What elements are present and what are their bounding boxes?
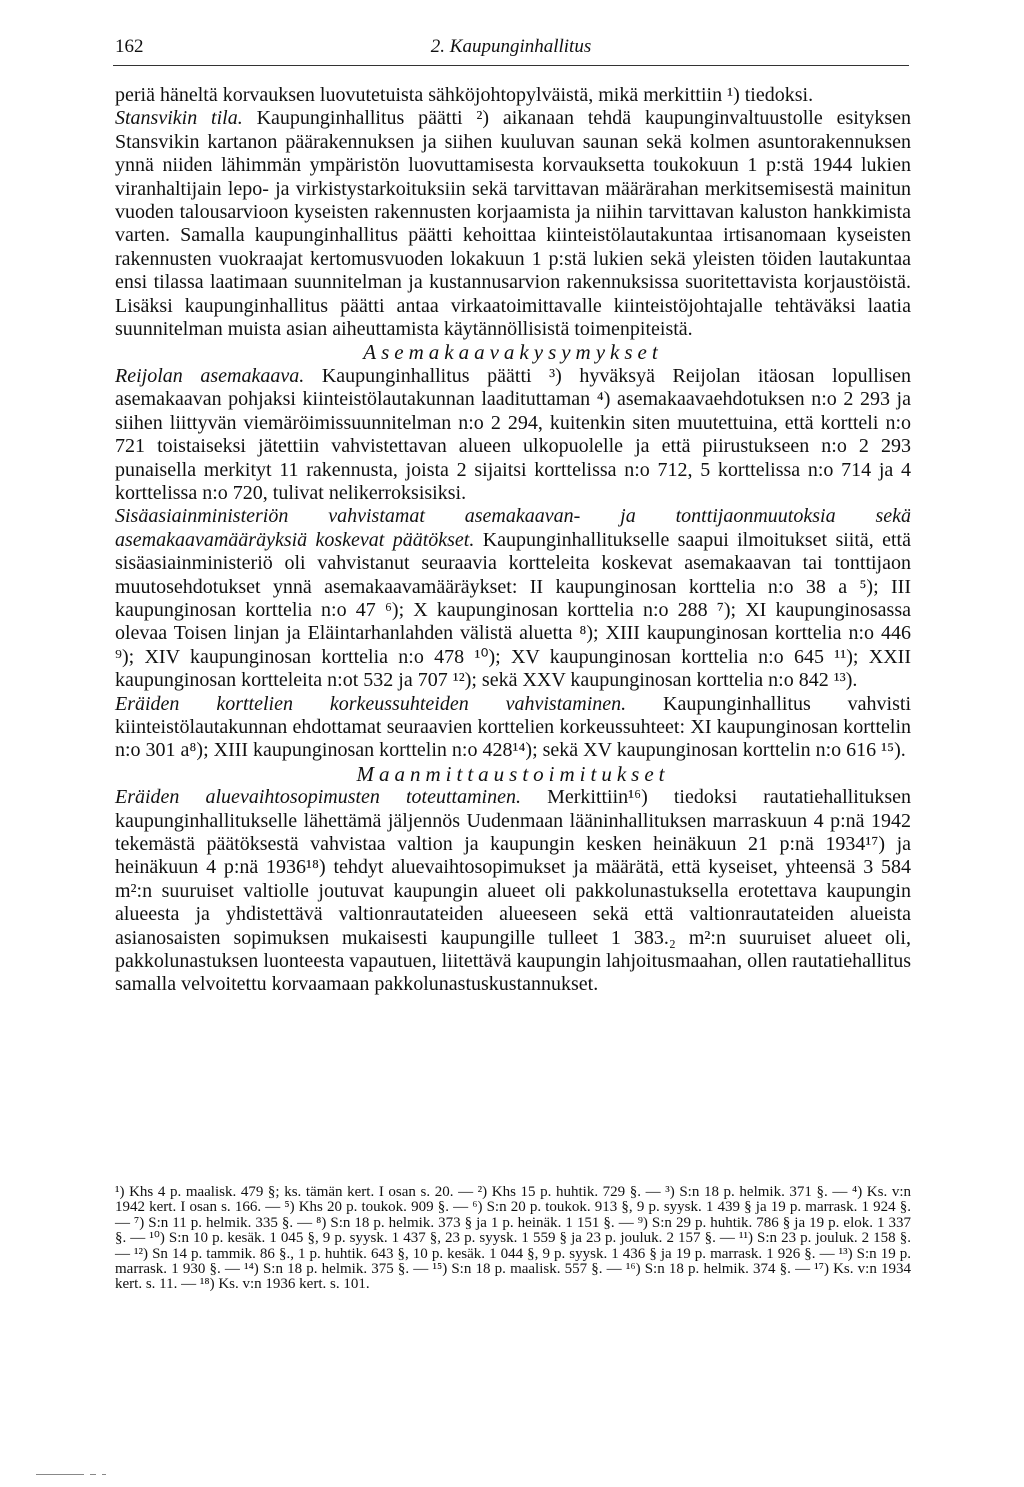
bottom-rule-long (36, 1474, 84, 1475)
bottom-rule-marks (36, 1474, 106, 1478)
section-heading-maanmittaus: Maanmittaustoimitukset (356, 761, 670, 786)
running-title: 2. Kaupunginhallitus (430, 36, 592, 57)
paragraph-sisaasiainministerio (115, 505, 911, 692)
paragraph-stansvik (115, 107, 911, 341)
paragraph-reijola-title: Reijolan asemakaava. (115, 364, 305, 387)
paragraph-sisaasiainministerio-text: Kaupunginhallitukselle saapui ilmoitukset siitä, että sisäasiainministeriö oli vahvistanut seuraavia kortteleita koskevat asemakaavan tai tonttijaon muutosehdotukset ynnä asemakaavamääräykset: II kaupunginosan korttelia n:o 38 a ⁵); III kaupunginosan korttelia n:o 47 ⁶); X kaupunginosan korttelia n:o 288 ⁷); XI kaupunginosassa olevaa Toisen linjan ja Eläintarhanlahden välistä aluetta ⁸); XIII kaupunginosan korttelia n:o 446 ⁹); XIV kaupunginosan korttelia n:o 478 ¹⁰); XV kaupunginosan korttelia n:o 645 ¹¹); XXII kaupunginosan kortteleita n:ot 532 ja 707 ¹²); sekä XXV kaupunginosan korttelia n:o 842 ¹³). (115, 528, 911, 692)
paragraph-stansvik-text: Kaupunginhallitus päätti ²) aikanaan tehdä kaupunginvaltuustolle esityksen Stansvikin kartanon päärakennuksen ja siihen kuuluvan saunan sekä kolmen asuntorakennuksen ynnä niiden lähimmän ympäristön luovuttamisesta korvauksetta toukokuun 1 p:stä 1944 lukien viranhaltijain lepo- ja virkistystarkoituksiin sekä tarvittavan määrärahan merkitsemisestä mainitun vuoden talousarvioon kyseisten rakennusten korjaamista ja niihin tarvittavan kaluston hankkimista varten. Samalla kaupunginhallitus päätti kehoittaa kiinteistölautakuntaa irtisanomaan kyseisten rakennusten vuokraajat kertomusvuoden lokakuun 1 p:stä lukien sekä yleisten töiden lautakuntaa ensi tilassa laatimaan suunnitelman ja kustannusarvion rakennuksissa suoritettavista korjaustöistä. Lisäksi kaupunginhallitus päätti antaa virkaatoimittavalle kiinteistöjohtajalle tehtäväksi laatia suunnitelman muista asian aiheuttamista käytännöllisistä toimenpiteistä. (115, 107, 911, 341)
footnotes-text: ¹) Khs 4 p. maalisk. 479 §; ks. tämän kert. I osan s. 20. — ²) Khs 15 p. huhtik. 729 §. — ³) S:n 18 p. helmik. 371 §. — ⁴) Ks. v:n 1942 kert. I osan s. 166. — ⁵) Khs 20 p. toukok. 909 §. — ⁶) S:n 20 p. toukok. 913 §, 9 p. syysk. 1 439 § ja 19 p. marrask. 1 924 §. — ⁷) S:n 11 p. helmik. 335 §. — ⁸) S:n 18 p. helmik. 373 § ja 1 p. heinäk. 1 151 §. — ⁹) S:n 29 p. huhtik. 786 § ja 19 p. elok. 1 337 §. — ¹⁰) S:n 10 p. kesäk. 1 045 §, 9 p. syysk. 1 437 §, 23 p. syysk. 1 559 § ja 23 p. jouluk. 2 157 §. — ¹¹) S:n 23 p. jouluk. 2 158 §. — ¹²) Sn 14 p. tammik. 86 §., 1 p. huhtik. 643 §, 10 p. kesäk. 1 044 §, 9 p. syysk. 1 436 § ja 19 p. marrask. 1 926 §. — ¹³) S:n 19 p. marrask. 1 930 §. — ¹⁴) S:n 18 p. helmik. 375 §. — ¹⁵) S:n 18 p. maalisk. 557 §. — ¹⁶) S:n 18 p. helmik. 374 §. — ¹⁷) Ks. v:n 1934 kert. s. 11. — ¹⁸) Ks. v:n 1936 kert. s. 101. (115, 1184, 911, 1293)
paragraph-aluevaihto-text: Merkittiin¹⁶) tiedoksi rautatiehallituksen kaupunginhallitukselle lähettämä jäljennös Uudenmaan lääninhallituksen marraskuun 4 p:nä 1942 tekemästä päätöksestä vahvistaa valtion ja kaupungin kesken heinäkuun 21 p:nä 1934¹⁷) ja heinäkuun 4 p:nä 1936¹⁸) tehdyt aluevaihtosopimukset ja määrätä, että kyseiset, yhteensä 3 584 m²:n suuruiset valtiolle joutuvat kaupungin alueet oli pakkolunastuksella erotettava kaupungin alueesta ja yhdistettävä valtionrautateiden alueeseen sekä että valtionrautateiden alueista asianosaisten sopimuksen mukaisesti kaupungille tulleet 1 383.₂ m²:n suuruiset alueet oli, pakkolunastuksen luonteesta vapautuen, liitettävä kaupungin lahjoitusmaahan, ollen rautatiehallitus samalla velvoitettu korvaamaan pakkolunastuskustannukset. (115, 786, 911, 996)
paragraph-reijola-text: Kaupunginhallitus päätti ³) hyväksyä Reijolan itäosan lopullisen asemakaavan pohjaksi kiinteistölautakunnan laadituttaman ⁴) asemakaavaehdotuksen n:o 2 293 ja siihen liittyvän viemäröimissuunnitelman n:o 2 294, kuitenkin siten muutettuina, että kortteli n:o 721 toistaiseksi jätettiin vahvistettavan alueen ulkopuolelle ja että piirustukseen n:o 2 293 punaisella merkityt 11 rakennusta, joista 2 sijaitsi korttelissa n:o 712, 5 korttelissa n:o 714 ja 4 korttelissa n:o 720, tulivat nelikerroksisiksi. (115, 364, 912, 504)
bottom-rule-dot (102, 1474, 106, 1475)
paragraph-stansvik-title: Stansvikin tila. (115, 107, 243, 130)
paragraph-korkeussuhteet-title: Eräiden korttelien korkeussuhteiden vahvistaminen. (115, 692, 627, 715)
running-header (113, 34, 909, 62)
paragraph-reijola (115, 365, 911, 505)
page-number: 162 (115, 36, 144, 57)
paragraph-sisaasiainministerio-title: Sisäasiainministeriön vahvistamat asemakaavan- ja tonttijaonmuutoksia sekä asemakaavamääräyksiä koskevat päätökset. (115, 505, 911, 551)
section-heading-asemakaava: Asemakaavakysymykset (363, 340, 663, 365)
paragraph-intro: periä häneltä korvauksen luovutetuista sähköjohtopylväistä, mikä merkittiin ¹) tiedoksi. (115, 84, 814, 106)
header-rule (113, 65, 909, 66)
paragraph-aluevaihto-title: Eräiden aluevaihtosopimusten toteuttaminen. (115, 786, 521, 809)
footnotes (115, 1185, 911, 1293)
main-text (115, 84, 911, 997)
paragraph-aluevaihto (115, 786, 911, 997)
paragraph-korkeussuhteet-text: Kaupunginhallitus vahvisti kiinteistölautakunnan ehdottamat seuraavien korttelien korkeussuhteet: XI kaupunginosan korttelin n:o 301 a⁸); XIII kaupunginosan korttelin n:o 428¹⁴); sekä XV kaupunginosan korttelin n:o 616 ¹⁵). (115, 692, 911, 762)
paragraph-korkeussuhteet (115, 693, 911, 763)
bottom-rule-dash (90, 1474, 96, 1475)
